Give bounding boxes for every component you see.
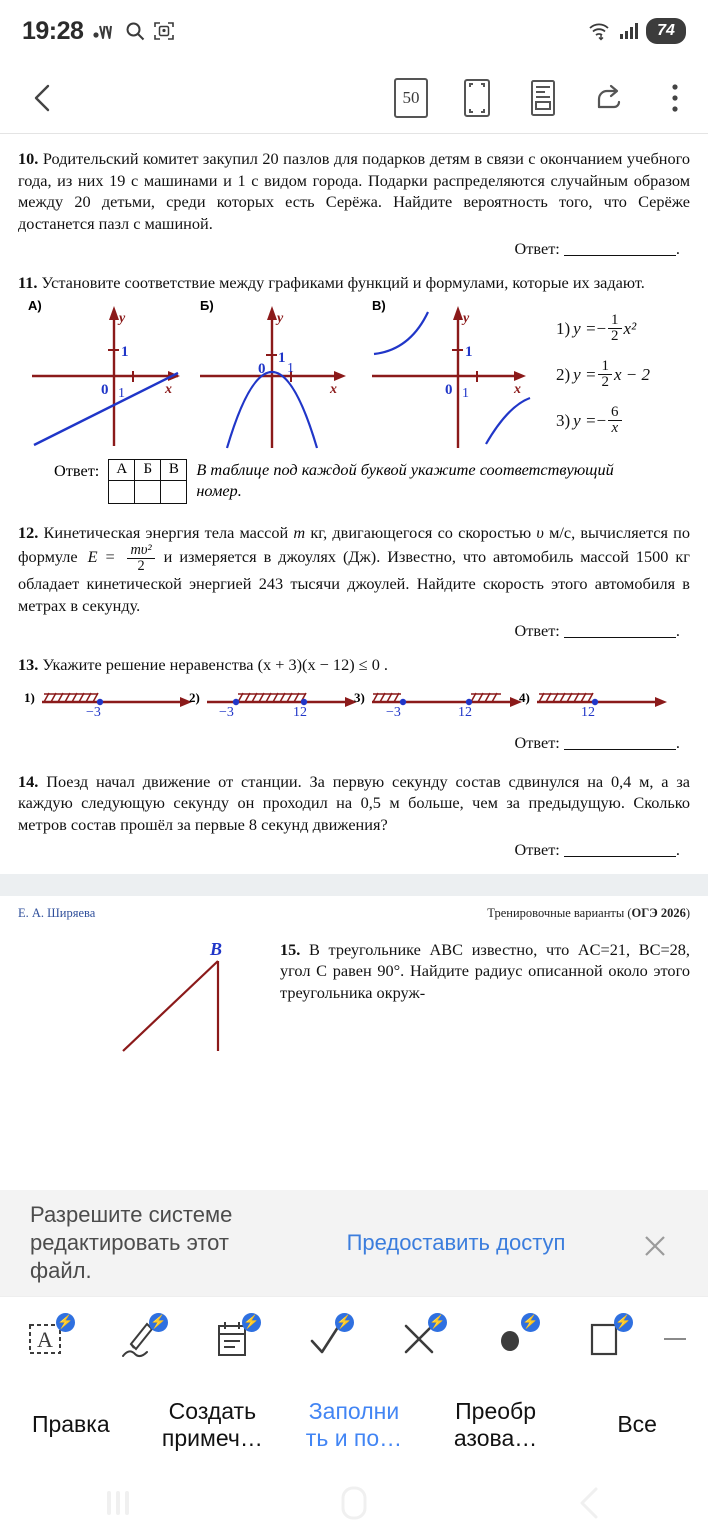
tab-create-note-line2: примеч… (161, 1425, 263, 1451)
option-3-tick-1: 12 (458, 704, 472, 720)
premium-badge: ⚡ (614, 1313, 633, 1332)
task-12-text-3: м/с, вычисляется по формуле (18, 522, 691, 566)
task-11-hint: В таблице под каждой буквой укажите соответствующий номер. (196, 459, 614, 500)
more-tools-icon (664, 1338, 686, 1340)
formula-2-index: 2) (556, 364, 571, 384)
page-number-value: 50 (394, 78, 428, 118)
form-tool-button[interactable] (186, 1297, 279, 1381)
tab-convert-line2: азова… (453, 1425, 538, 1451)
svg-text:0: 0 (258, 360, 266, 377)
fit-to-page-button[interactable] (444, 68, 510, 128)
task-14-number: 14. (18, 771, 39, 791)
task-11-text: Установите соответствие между графиками функций и формулами, которые их задают. (41, 273, 645, 292)
svg-text:x: x (165, 381, 172, 397)
formula-3-sign: − (596, 410, 607, 430)
running-head-author: Е. А. Ширяева (18, 906, 96, 921)
option-1-tick-0: −3 (86, 704, 101, 720)
task-12-answer: Ответ: . (514, 621, 680, 641)
answer-cell-v[interactable] (161, 480, 187, 503)
formula-2-fraction (598, 359, 611, 391)
series-prefix: Тренировочные варианты ( (487, 906, 632, 921)
running-head-series (487, 906, 690, 921)
screenshot-icon (154, 21, 174, 41)
formula-1-denominator: 2 (611, 328, 619, 344)
back-button[interactable] (0, 82, 86, 114)
document-page-current (0, 134, 708, 860)
signal-wave-icon (92, 21, 116, 41)
series-suffix: ) (685, 906, 690, 921)
formula-3-lhs: y = (573, 410, 597, 430)
task-10-text: Родительский комитет закупил 20 пазлов для подарков детям в связи с окончанием учебного года, из них 19 с машинами и 1 с видом города. Подарки распределяются случайным образом между 20 детьми, среди которых есть Серёжа. Найдите вероятность того, что Серёже достанется пазл с машиной. (18, 149, 690, 233)
cellular-icon (619, 22, 639, 40)
recents-icon (101, 1487, 135, 1519)
task-11-graphs (18, 298, 690, 453)
option-3-tick-0: −3 (386, 704, 401, 720)
table-row-headers (109, 459, 187, 480)
svg-text:0: 0 (101, 381, 109, 398)
premium-badge: ⚡ (428, 1313, 447, 1332)
formula-2-denominator: 2 (601, 374, 609, 390)
task-11 (18, 272, 690, 294)
graph-a (18, 298, 190, 453)
status-bar-left (22, 17, 174, 46)
tab-all[interactable] (566, 1411, 708, 1438)
task-12-formula-denominator: 2 (137, 557, 145, 574)
svg-text:1: 1 (121, 343, 129, 360)
task-15-row (18, 939, 690, 1054)
option-4-line (535, 685, 703, 719)
page-number-button[interactable] (378, 68, 444, 128)
task-12-answer-blank[interactable] (564, 637, 676, 638)
tab-edit-line1: Правка (31, 1411, 110, 1438)
svg-text:1: 1 (287, 360, 294, 376)
task-13-option-3[interactable] (354, 685, 519, 731)
page-separator (0, 874, 708, 896)
back-nav-button[interactable] (472, 1486, 708, 1520)
cross-tool-button[interactable] (372, 1297, 465, 1381)
task-14-answer: Ответ: . (514, 840, 680, 860)
signature-tool-button[interactable] (93, 1297, 186, 1381)
dot-tool-button[interactable] (465, 1297, 558, 1381)
graph-c-plot (362, 298, 534, 453)
task-15-figure (18, 939, 280, 1054)
task-10-answer-blank[interactable] (564, 255, 676, 256)
recents-button[interactable] (0, 1487, 236, 1519)
formula-1-tail: x² (623, 318, 637, 338)
share-button[interactable] (576, 68, 642, 128)
svg-text:y: y (277, 310, 284, 326)
vertex-b-label: B (210, 939, 223, 960)
wifi-icon (588, 21, 612, 41)
graph-a-plot (18, 298, 190, 453)
option-2-tick-0: −3 (219, 704, 234, 720)
task-13-number: 13. (18, 655, 39, 675)
task-13-answer: Ответ: . (514, 732, 680, 752)
option-3-index: 3) (354, 689, 365, 705)
document-view[interactable] (0, 134, 708, 1190)
task-15-number: 15. (280, 940, 301, 960)
header-a: А (109, 459, 135, 480)
task-12-formula-fraction (127, 543, 154, 573)
share-icon (592, 81, 626, 115)
textbox-tool-button[interactable] (0, 1297, 93, 1381)
option-1-index: 1) (24, 689, 35, 705)
task-13 (18, 654, 690, 676)
premium-badge: ⚡ (149, 1313, 168, 1332)
formula-3-index: 3) (556, 410, 571, 430)
svg-text:1: 1 (118, 385, 125, 401)
task-13-text: Укажите решение неравенства (x + 3)(x − 12) ≤ 0 . (42, 655, 388, 675)
task-13-answer-blank[interactable] (564, 749, 676, 750)
outline-button[interactable] (510, 68, 576, 128)
task-13-option-1[interactable] (24, 685, 189, 731)
task-12 (18, 522, 690, 617)
header-v: В (161, 459, 187, 480)
more-tools-button[interactable] (651, 1297, 699, 1381)
fit-to-page-icon (461, 77, 493, 119)
table-row-answers[interactable] (109, 480, 187, 503)
task-15 (280, 939, 690, 1054)
task-15-text: В треугольнике ABC известно, что AC=21, BC=28, угол C равен 90°. Найдите радиус описанной около этого треугольника окруж- (280, 940, 690, 1002)
annotation-toolbar (0, 1296, 708, 1380)
graph-b-plot (190, 298, 362, 453)
task-11-number: 11. (18, 273, 38, 292)
task-13-options (18, 685, 690, 731)
svg-text:1: 1 (465, 343, 473, 360)
formula-1-lhs: y = (573, 318, 597, 338)
tab-all-line1: Все (617, 1411, 657, 1438)
checkmark-tool-button[interactable] (279, 1297, 372, 1381)
permission-banner (0, 1190, 708, 1296)
formula-3-fraction (608, 405, 621, 437)
header-b: Б (135, 459, 161, 480)
task-12-text-4: и измеряется в джоулях (Дж). Известно, что автомобиль массой 1500 кг обладает кинетической энергией 243 тысячи джоулей. Найдите скорость этого автомобиля в метрах в секунду. (18, 546, 690, 615)
task-13-option-2[interactable] (189, 685, 354, 731)
tab-edit[interactable] (0, 1411, 142, 1438)
formula-3 (540, 398, 690, 444)
document-outline-icon (528, 78, 558, 118)
formula-1-sign: − (596, 318, 607, 338)
task-11-answer-row (18, 459, 690, 504)
svg-text:y: y (119, 310, 126, 326)
task-12-text-2: кг, двигающегося со скоростью (310, 522, 532, 542)
svg-text:y: y (463, 310, 470, 326)
graph-b-label: Б) (200, 297, 214, 313)
task-11-answer-label: Ответ: (54, 460, 100, 480)
option-2-tick-1: 12 (293, 704, 307, 720)
more-vertical-icon (671, 81, 679, 115)
running-head (18, 906, 690, 921)
square-tool-button[interactable] (558, 1297, 651, 1381)
task-14 (18, 771, 690, 836)
formula-2 (540, 352, 690, 398)
formula-3-denominator: x (611, 420, 619, 436)
svg-text:1: 1 (278, 349, 286, 366)
graph-c-label: В) (372, 297, 386, 313)
option-4-tick-0: 12 (581, 704, 595, 720)
document-page-next (0, 896, 708, 1054)
task-10 (18, 134, 690, 234)
formula-2-lhs: y = (573, 364, 597, 384)
system-navigation-bar (0, 1470, 708, 1536)
tab-create-note-line1: Создать (168, 1397, 257, 1424)
task-14-answer-label: Ответ: (514, 840, 560, 860)
home-button[interactable] (236, 1485, 472, 1521)
svg-text:0: 0 (445, 381, 453, 398)
tab-fill-and-sign-line2: ть и по… (305, 1425, 403, 1451)
task-11-formulas (534, 298, 690, 444)
tab-fill-and-sign[interactable] (283, 1398, 425, 1452)
battery-indicator: 74 (646, 18, 686, 44)
formula-2-tail: x − 2 (613, 364, 650, 384)
bottom-tab-bar (0, 1380, 708, 1470)
grant-access-button[interactable]: Предоставить доступ (346, 1230, 566, 1255)
graph-a-label: А) (28, 297, 42, 313)
task-12-var-m: m (293, 522, 306, 542)
task-10-answer-label: Ответ: (514, 239, 560, 258)
svg-text:1: 1 (462, 385, 469, 401)
permission-message: Разрешите системе редактировать этот файл. (30, 1201, 233, 1284)
formula-1-index: 1) (556, 318, 571, 338)
app-toolbar (0, 62, 708, 134)
answer-cell-b[interactable] (135, 480, 161, 503)
home-icon (337, 1485, 371, 1521)
close-icon (642, 1233, 668, 1259)
status-bar (0, 0, 708, 62)
option-1-line (40, 685, 208, 719)
task-12-number: 12. (18, 522, 39, 542)
svg-text:A: A (36, 1326, 53, 1352)
triangle-abc (18, 939, 280, 1054)
task-13-answer-label: Ответ: (514, 732, 560, 752)
svg-text:x: x (514, 381, 521, 397)
graph-b (190, 298, 362, 453)
task-14-text: Поезд начал движение от станции. За первую секунду состав сдвинулся на 0,4 м, а за каждую следующую секунду он проходил на 0,5 м больше, чем за предыдущую. Сколько метров состав прошёл за первые 8 секунд движения? (18, 771, 690, 834)
status-bar-right (588, 18, 686, 44)
formula-1 (540, 306, 690, 352)
formula-1-numerator: 1 (608, 313, 621, 329)
task-12-text-1: Кинетическая энергия тела массой (43, 522, 289, 542)
task-10-number: 10. (18, 149, 39, 168)
premium-badge: ⚡ (56, 1313, 75, 1332)
close-banner-button[interactable] (632, 1227, 678, 1259)
answer-cell-a[interactable] (109, 480, 135, 503)
task-12-formula-numerator: mυ² (127, 543, 154, 559)
premium-badge: ⚡ (242, 1313, 261, 1332)
clock: 19:28 (22, 16, 84, 45)
formula-3-numerator: 6 (608, 405, 621, 421)
tab-convert[interactable] (425, 1398, 567, 1452)
formula-2-numerator: 1 (598, 359, 611, 375)
more-options-button[interactable] (642, 68, 708, 128)
formula-1-fraction (608, 313, 621, 345)
svg-text:x: x (330, 381, 337, 397)
series-exam: ОГЭ 2026 (631, 906, 686, 921)
task-12-formula-lhs: E = (87, 546, 116, 566)
task-13-option-4[interactable] (519, 685, 684, 731)
premium-badge: ⚡ (521, 1313, 540, 1332)
back-icon (575, 1486, 605, 1520)
graph-c (362, 298, 534, 453)
search-icon (125, 21, 145, 41)
task-10-answer: Ответ: . (514, 239, 680, 258)
task-12-answer-label: Ответ: (514, 621, 560, 641)
task-12-var-v: υ (536, 522, 544, 542)
tab-convert-line1: Преобр (455, 1397, 537, 1424)
task-11-answer-table[interactable] (108, 459, 187, 504)
tab-create-note[interactable] (142, 1398, 284, 1452)
premium-badge: ⚡ (335, 1313, 354, 1332)
task-14-answer-blank[interactable] (564, 856, 676, 857)
option-2-index: 2) (189, 689, 200, 705)
tab-fill-and-sign-line1: Заполни (308, 1397, 400, 1424)
option-4-index: 4) (519, 689, 530, 705)
